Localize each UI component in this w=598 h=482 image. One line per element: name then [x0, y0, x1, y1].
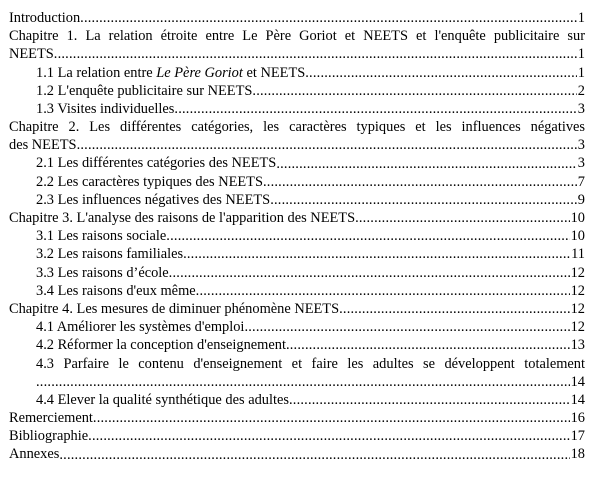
toc-entry-1-3[interactable]: [9, 100, 585, 118]
toc-entry-3-1[interactable]: [9, 227, 585, 245]
toc-entry-title: 1.2 L'enquête publicitaire sur NEETS: [36, 82, 253, 99]
toc-page-number: 3: [577, 100, 585, 117]
toc-page-number: 12: [570, 264, 585, 281]
toc-entry-title: Chapitre 2. Les différentes catégories, les caractères typiques et les influences négatives: [9, 119, 585, 136]
dot-leader: [54, 45, 577, 63]
toc-page-number: 1: [577, 64, 585, 81]
table-of-contents: [9, 9, 585, 464]
dot-leader: [252, 82, 576, 100]
toc-entry-title: 4.4 Elever la qualité synthétique des adultes: [36, 391, 289, 408]
dot-leader: [289, 391, 570, 409]
toc-entry-title: 3.1 Les raisons sociale: [36, 228, 167, 245]
dot-leader: [263, 173, 577, 191]
toc-entry-3-4[interactable]: [9, 282, 585, 300]
toc-entry-bibliographie[interactable]: [9, 427, 585, 445]
dot-leader: [339, 300, 570, 318]
dot-leader: [196, 282, 570, 300]
toc-page-number: 17: [570, 428, 585, 445]
toc-page-number: 12: [570, 300, 585, 317]
toc-page-number: 14: [570, 373, 585, 390]
toc-entry-title: 4.3 Parfaire le contenu d'enseignement et faire les adultes se développent totalement: [36, 355, 585, 372]
dot-leader: [77, 136, 577, 154]
book-title-italic: Le Père Goriot: [156, 64, 243, 81]
toc-entry-chapter-4[interactable]: [9, 300, 585, 318]
toc-entry-title: 4.1 Améliorer les systèmes d'emploi: [36, 319, 245, 336]
toc-entry-title: 2.1 Les différentes catégories des NEETS: [36, 155, 277, 172]
toc-page-number: 11: [571, 246, 585, 263]
dot-leader: [305, 64, 577, 82]
dot-leader: [270, 191, 577, 209]
toc-entry-1-2[interactable]: [9, 82, 585, 100]
dot-leader: [36, 373, 570, 391]
toc-entry-title-continued: des NEETS: [9, 137, 77, 154]
dot-leader: [244, 318, 569, 336]
dot-leader: [276, 155, 576, 173]
toc-page-number: 18: [570, 446, 585, 463]
toc-page-number: 1: [577, 9, 585, 26]
toc-entry-title: 3.3 Les raisons d’école: [36, 264, 169, 281]
toc-page-number: 2: [577, 82, 585, 99]
toc-entry-title: 3.4 Les raisons d'eux même: [36, 282, 196, 299]
toc-page-number: 3: [577, 155, 585, 172]
toc-entry-3-2[interactable]: [9, 245, 585, 263]
toc-entry-chapter-3[interactable]: [9, 209, 585, 227]
dot-leader: [80, 9, 577, 27]
toc-entry-2-3[interactable]: [9, 191, 585, 209]
toc-entry-remerciement[interactable]: [9, 409, 585, 427]
dot-leader: [88, 427, 569, 445]
toc-entry-title: 4.2 Réformer la conception d'enseignement: [36, 337, 286, 354]
toc-entry-3-3[interactable]: [9, 264, 585, 282]
toc-entry-2-1[interactable]: [9, 155, 585, 173]
toc-page-number: 13: [570, 337, 585, 354]
toc-entry-title: 2.3 Les influences négatives des NEETS: [36, 191, 271, 208]
toc-entry-2-2[interactable]: [9, 173, 585, 191]
toc-page-number: 14: [570, 391, 585, 408]
toc-entry-introduction[interactable]: [9, 9, 585, 27]
toc-entry-title: 3.2 Les raisons familiales: [36, 246, 184, 263]
dot-leader: [286, 336, 570, 354]
toc-entry-title: Remerciement: [9, 410, 93, 427]
toc-page-number: 3: [577, 137, 585, 154]
toc-entry-1-1[interactable]: [9, 64, 585, 82]
toc-page-number: 16: [570, 410, 585, 427]
toc-page-number: 12: [570, 319, 585, 336]
toc-page-number: 1: [577, 46, 585, 63]
toc-entry-title: Bibliographie: [9, 428, 89, 445]
dot-leader: [355, 209, 570, 227]
dot-leader: [174, 100, 576, 118]
toc-entry-title-continued: NEETS: [9, 46, 54, 63]
toc-page-number: 10: [570, 210, 585, 227]
toc-entry-title: Annexes: [9, 446, 60, 463]
dot-leader: [93, 409, 570, 427]
toc-entry-chapter-1[interactable]: [9, 27, 585, 63]
toc-page-number: 12: [570, 282, 585, 299]
dot-leader: [59, 446, 569, 464]
toc-entry-title: 1.1 La relation entre Le Père Goriot et NEETS: [36, 64, 306, 81]
toc-page-number: 7: [577, 173, 585, 190]
toc-entry-title: 1.3 Visites individuelles: [36, 100, 175, 117]
toc-entry-4-3[interactable]: [9, 355, 585, 391]
dot-leader: [166, 227, 569, 245]
toc-entry-4-1[interactable]: [9, 318, 585, 336]
toc-entry-title: 2.2 Les caractères typiques des NEETS: [36, 173, 263, 190]
toc-entry-4-2[interactable]: [9, 336, 585, 354]
toc-page-number: 10: [570, 228, 585, 245]
toc-entry-title: Chapitre 4. Les mesures de diminuer phénomène NEETS: [9, 300, 340, 317]
toc-entry-title: Introduction: [9, 9, 81, 26]
toc-entry-4-4[interactable]: [9, 391, 585, 409]
dot-leader: [183, 245, 570, 263]
toc-entry-annexes[interactable]: [9, 446, 585, 464]
toc-entry-chapter-2[interactable]: [9, 118, 585, 154]
toc-entry-title: Chapitre 1. La relation étroite entre Le Père Goriot et NEETS et l'enquête publicitaire sur: [9, 28, 585, 45]
toc-entry-title: Chapitre 3. L'analyse des raisons de l'apparition des NEETS: [9, 210, 356, 227]
toc-page-number: 9: [577, 191, 585, 208]
dot-leader: [169, 264, 570, 282]
